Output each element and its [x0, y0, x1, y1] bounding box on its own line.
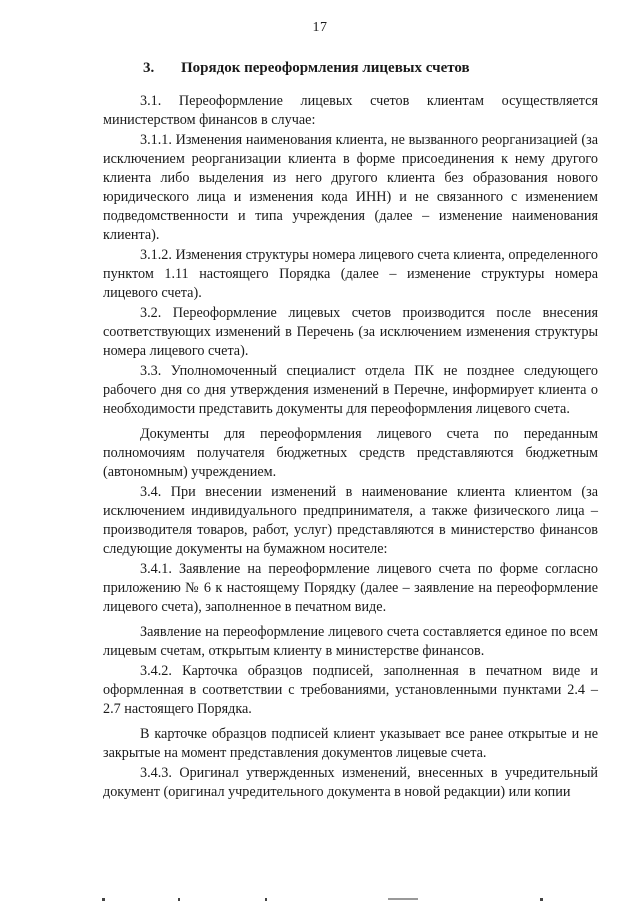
scan-mark	[388, 898, 418, 900]
paragraph-3-4-2-note: В карточке образцов подписей клиент указывает все ранее открытые и не закрытые на момент представления документов лицевые счета.	[103, 726, 598, 761]
paragraph-3-1: 3.1. Переоформление лицевых счетов клиентам осуществляется министерством финансов в случае:	[103, 93, 598, 128]
section-title: Порядок переоформления лицевых счетов	[181, 60, 470, 76]
section-heading	[143, 60, 470, 77]
paragraph-3-4-2: 3.4.2. Карточка образцов подписей, заполненная в печатном виде и оформленная в соответствии с требованиями, установленными пунктами 2.4 – 2.7 настоящего Порядка.	[103, 663, 598, 717]
section-number: 3.	[143, 60, 155, 76]
paragraph-3-4-3: 3.4.3. Оригинал утвержденных изменений, внесенных в учредительный документ (оригинал учредительного документа в новой редакции) или копии	[103, 765, 598, 800]
scan-mark	[178, 898, 180, 901]
scan-mark	[540, 898, 543, 901]
paragraph-3-3: 3.3. Уполномоченный специалист отдела ПК не позднее следующего рабочего дня со дня утверждения изменений в Перечне, информирует клиента о необходимости представить документы для переоформления лицевого счета.	[103, 363, 598, 417]
body-text	[103, 92, 598, 803]
paragraph-3-3-note: Документы для переоформления лицевого счета по переданным полномочиям получателя бюджетных средств представляются бюджетным (автономным) учреждением.	[103, 426, 598, 480]
paragraph-3-4-1: 3.4.1. Заявление на переоформление лицевого счета по форме согласно приложению № 6 к настоящему Порядку (далее – заявление на переоформление лицевого счета), заполненное в печатном виде.	[103, 561, 598, 615]
page-number: 17	[312, 20, 328, 35]
paragraph-3-4-1-note: Заявление на переоформление лицевого счета составляется единое по всем лицевым счетам, открытым клиенту в министерстве финансов.	[103, 624, 598, 659]
scan-mark	[102, 898, 105, 901]
scan-mark	[265, 898, 267, 901]
paragraph-3-1-2: 3.1.2. Изменения структуры номера лицевого счета клиента, определенного пунктом 1.11 настоящего Порядка (далее – изменение структуры номера лицевого счета).	[103, 247, 598, 301]
scan-edge-marks	[0, 896, 640, 905]
paragraph-3-2: 3.2. Переоформление лицевых счетов производится после внесения соответствующих изменений в Перечень (за исключением изменения структуры номера лицевого счета).	[103, 305, 598, 359]
paragraph-3-4: 3.4. При внесении изменений в наименование клиента клиентом (за исключением индивидуального предпринимателя, а также физического лица – производителя товаров, работ, услуг) представляются в министерство финансов следующие документы на бумажном носителе:	[103, 484, 598, 557]
paragraph-3-1-1: 3.1.1. Изменения наименования клиента, не вызванного реорганизацией (за исключением реорганизации клиента в форме присоединения к нему другого клиента либо выделения из него другого клиента без образования нового юридического лица и изменения кода ИНН) и не связанного с изменением подведомственности и типа учреждения (далее – изменение наименования клиента).	[103, 132, 598, 243]
